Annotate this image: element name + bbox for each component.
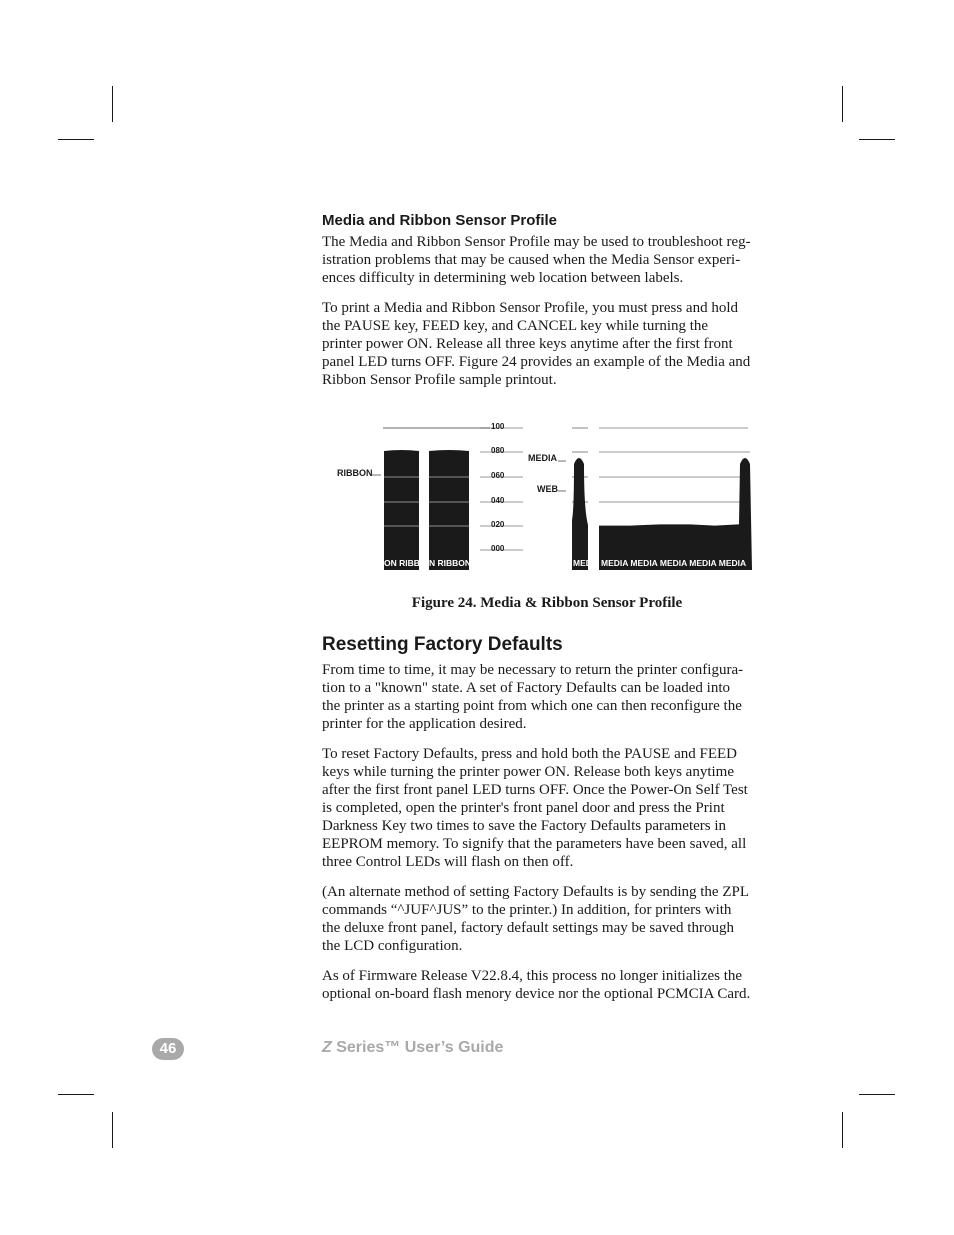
text-line: panel LED turns OFF. Figure 24 provides an example of the Media and (322, 354, 751, 370)
crop-mark (112, 1112, 113, 1148)
section-heading-sensor-profile: Media and Ribbon Sensor Profile (322, 212, 558, 229)
ribbon-bar (429, 450, 472, 570)
paragraph (322, 883, 774, 955)
paragraph (322, 299, 774, 389)
text-line: optional on-board flash menory device nor the optional PCMCIA Card. (322, 986, 751, 1002)
text-line: printer for the application desired. (322, 716, 527, 732)
paragraph (322, 233, 774, 287)
ribbon-bar-2-text: N RIBBON (429, 558, 472, 568)
text-line: commands “^JUF^JUS” to the printer.) In addition, for printers with (322, 902, 732, 918)
scale-label-020: 020 (491, 520, 505, 529)
crop-mark (842, 1112, 843, 1148)
page-number-badge: 46 (152, 1038, 184, 1060)
footer-title-italic: Z (322, 1039, 332, 1056)
text-line: The Media and Ribbon Sensor Profile may be used to troubleshoot reg- (322, 234, 751, 250)
text-line: tion to a "known" state. A set of Factory Defaults can be loaded into (322, 680, 730, 696)
paragraph (322, 745, 774, 871)
text-line: Darkness Key two times to save the Factory Defaults parameters in (322, 818, 727, 834)
crop-mark (859, 139, 895, 140)
web-label: WEB (537, 484, 558, 494)
text-line: istration problems that may be caused when the Media Sensor experi- (322, 252, 741, 268)
text-line: Ribbon Sensor Profile sample printout. (322, 372, 557, 388)
scale-label-060: 060 (491, 471, 505, 480)
media-bar-small-text: MED (573, 558, 592, 568)
text-line: As of Firmware Release V22.8.4, this process no longer initializes the (322, 968, 743, 984)
text-line: To print a Media and Ribbon Sensor Profile, you must press and hold (322, 300, 738, 316)
text-line: From time to time, it may be necessary to return the printer configura- (322, 662, 744, 678)
media-spike-bar (572, 458, 588, 570)
scale-label-080: 080 (491, 446, 505, 455)
scale-label-100: 100 (491, 422, 505, 431)
text-line: the PAUSE key, FEED key, and CANCEL key while turning the (322, 318, 709, 334)
text-line: the printer as a starting point from which one can then reconfigure the (322, 698, 742, 714)
paragraph (322, 661, 774, 733)
running-footer-title (322, 1039, 503, 1057)
sensor-profile-figure (330, 415, 760, 575)
scale-label-040: 040 (491, 496, 505, 505)
text-line: three Control LEDs will flash on then off. (322, 854, 574, 870)
media-label: MEDIA (528, 453, 557, 463)
ribbon-bar-1-text: ON RIBB (384, 558, 420, 568)
ribbon-bar (384, 450, 419, 570)
figure-caption: Figure 24. Media & Ribbon Sensor Profile (411, 595, 683, 611)
media-profile-bar (599, 458, 752, 570)
crop-mark (112, 86, 113, 122)
crop-mark (859, 1094, 895, 1095)
media-bar-wide-text: MEDIA MEDIA MEDIA MEDIA MEDIA (601, 558, 747, 568)
text-line: the LCD configuration. (322, 938, 463, 954)
paragraph (322, 967, 774, 1003)
text-line: EEPROM memory. To signify that the parameters have been saved, all (322, 836, 747, 852)
crop-mark (58, 1094, 94, 1095)
text-line: the deluxe front panel, factory default settings may be saved through (322, 920, 734, 936)
ribbon-label: RIBBON (337, 468, 373, 478)
text-line: ences difficulty in determining web location between labels. (322, 270, 684, 286)
text-line: (An alternate method of setting Factory Defaults is by sending the ZPL (322, 884, 749, 900)
text-line: after the first front panel LED turns OFF. Once the Power-On Self Test (322, 782, 748, 798)
crop-mark (58, 139, 94, 140)
crop-mark (842, 86, 843, 122)
text-line: keys while turning the printer power ON. Release both keys anytime (322, 764, 734, 780)
scale-label-000: 000 (491, 544, 505, 553)
footer-title-rest: Series™ User’s Guide (331, 1039, 504, 1056)
text-line: To reset Factory Defaults, press and hold both the PAUSE and FEED (322, 746, 738, 762)
text-line: is completed, open the printer's front panel door and press the Print (322, 800, 725, 816)
section-heading-factory-defaults: Resetting Factory Defaults (322, 634, 563, 655)
text-line: printer power ON. Release all three keys anytime after the first front (322, 336, 733, 352)
